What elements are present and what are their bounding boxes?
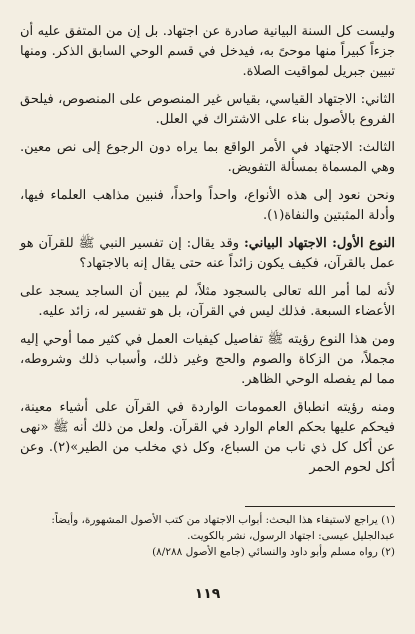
section-heading: النوع الأول: الاجتهاد البياني: [243, 236, 395, 251]
footnote-divider [245, 506, 395, 507]
main-text [20, 22, 395, 486]
paragraph-2: الثاني: الاجتهاد القياسي، بقياس غير المنصوص على المنصوص، فيلحق الفروع بالأصول بناء على الاشتراك في العلل. [20, 92, 395, 127]
paragraph-4: ونحن نعود إلى هذه الأنواع، واحداً واحداً، فنبين مذاهب العلماء فيها، وأدلة المثبتين والنفاة(١). [20, 188, 395, 223]
footnotes [20, 512, 395, 560]
paragraph-7: ومن هذا النوع رؤيته ﷺ تفاصيل كيفيات العمل في كثير مما أوحي إليه مجملاً، من الزكاة والصوم والحج وغير ذلك، وأسباب ذلك وشروطه، مما لم يفصله الوحي الظاهر. [20, 332, 395, 387]
footnote-1: (١) يراجع لاستيفاء هذا البحث: أبواب الاجتهاد من كتب الأصول المشهورة، وأيضاً: عبدالجليل عيسى: اجتهاد الرسول، نشر بالكويت. [51, 514, 395, 542]
paragraph-1: وليست كل السنة البيانية صادرة عن اجتهاد. بل إن من المتفق عليه أن جزءاً كبيراً منها موحىً به، فيدخل في قسم الوحي السابق الذكر. ومنها تبيين جبريل لمواقيت الصلاة. [20, 24, 395, 79]
paragraph-3: الثالث: الاجتهاد في الأمر الواقع بما يراه دون الرجوع إلى نص معين. وهي المسماة بمسألة التفويض. [20, 140, 395, 175]
paragraph-5 [20, 234, 395, 274]
paragraph-8: ومنه رؤيته انطباق العمومات الواردة في القرآن على أشياء معينة، فيحكم عليها بحكم العام الوارد في القرآن. ولعل من ذلك أنه ﷺ «نهى عن أكل كل ذي ناب من السباع، وكل ذي مخلب من الطير»(٢). وعن أكل لحوم الحمر [20, 400, 395, 475]
page-number: ١١٩ [194, 586, 221, 602]
footnote-2: (٢) رواه مسلم وأبو داود والنسائي (جامع الأصول ٨/٢٨٨) [152, 546, 395, 558]
paragraph-5-text: وقد يقال: إن تفسير النبي ﷺ للقرآن هو عمل بالقرآن، فكيف يكون زائداً عنه حتى يقال إنه بالاجتهاد؟ [20, 236, 395, 271]
paragraph-6: لأنه لما أمر الله تعالى بالسجود مثلاً، لم يبين أن الساجد يسجد على الأعضاء السبعة. فذلك ليس في القرآن، بل هو تفسير له، زائد عليه. [20, 284, 395, 319]
